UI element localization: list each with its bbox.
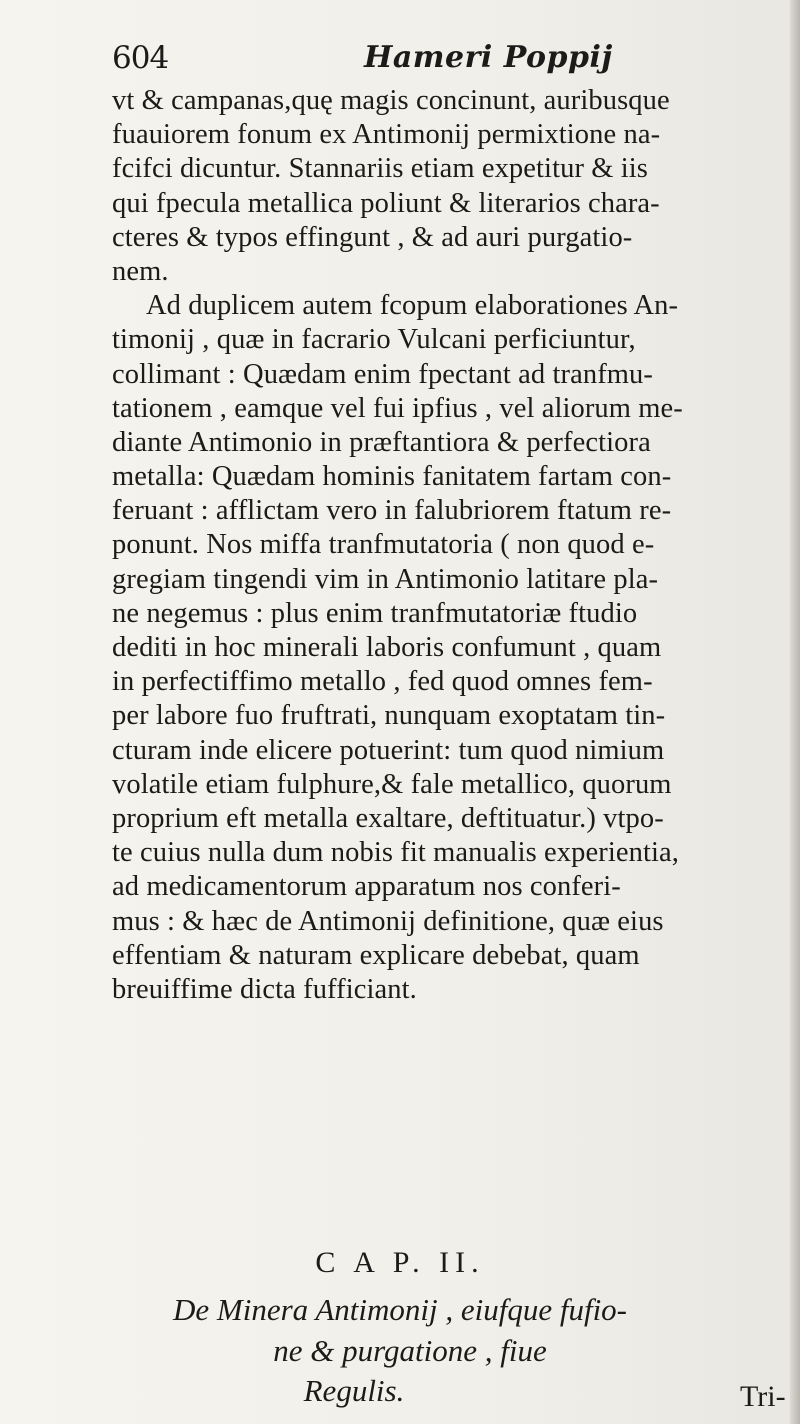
chapter-title-line: Regulis. [303, 1373, 405, 1408]
text-line: ponunt. Nos miffa tranfmutatoria ( non quod e- [112, 529, 655, 561]
text-line: te cuius nulla dum nobis fit manualis experientia, [112, 837, 679, 869]
text-line: fuauiorem fonum ex Antimonij permixtione na- [112, 119, 661, 151]
text-line: ne negemus : plus enim tranfmutatoriæ ftudio [112, 597, 638, 629]
text-line: cteres & typos effingunt , & ad auri purgatio- [112, 221, 633, 253]
text-line: ad medicamentorum apparatum nos conferi- [112, 871, 621, 903]
text-line: per labore fuo fruftrati, nunquam exoptatam tin- [112, 700, 666, 732]
text-line: qui fpecula metallica poliunt & literarios chara- [112, 187, 660, 219]
text-line: volatile etiam fulphure,& fale metallico, quorum [112, 768, 672, 800]
text-line: feruant : afflictam vero in falubriorem ftatum re- [112, 495, 672, 527]
page-header [112, 40, 712, 84]
body-text [112, 84, 792, 1007]
text-line: nem. [112, 255, 169, 287]
text-line: mus : & hæc de Antimonij definitione, quæ eius [112, 905, 664, 937]
text-line: proprium eft metalla exaltare, deftituatur.) vtpo- [112, 802, 664, 834]
text-line: timonij , quæ in facrario Vulcani perficiuntur, [112, 324, 636, 356]
text-line: dediti in hoc minerali laboris confumunt , quam [112, 632, 662, 663]
text-line: metalla: Quædam hominis fanitatem fartam con- [112, 461, 672, 493]
text-line: breuiffime dicta fufficiant. [112, 973, 417, 1005]
chapter-title-line: ne & purgatione , fiue [273, 1333, 547, 1368]
text-line: vt & campanas,quę magis concinunt, auribusque [112, 85, 670, 116]
text-line: diante Antimonio in præftantiora & perfectiora [112, 426, 651, 458]
text-line: cturam inde elicere potuerint: tum quod nimium [112, 734, 665, 766]
catchword: Tri- [740, 1380, 786, 1413]
text-line: gregiam tingendi vim in Antimonio latitare pla- [112, 563, 659, 595]
chapter-title-line: De Minera Antimonij , eiufque fufio- [172, 1292, 628, 1327]
text-line: effentiam & naturam explicare debebat, quam [112, 939, 640, 971]
text-line: in perfectiffimo metallo , fed quod omnes fem- [112, 666, 653, 698]
text-line: collimant : Quædam enim fpectant ad tranfmu- [112, 358, 653, 390]
text-line: fcifci dicuntur. Stannariis etiam expetitur & iis [112, 153, 648, 185]
running-head: Hameri Poppij [364, 40, 613, 75]
page-number: 604 [112, 40, 169, 76]
text-line: tationem , eamque vel fui ipfius , vel aliorum me- [112, 392, 683, 424]
paragraph-start-line: Ad duplicem autem fcopum elaborationes An- [146, 290, 679, 322]
chapter-heading: C A P. II. [315, 1246, 485, 1279]
